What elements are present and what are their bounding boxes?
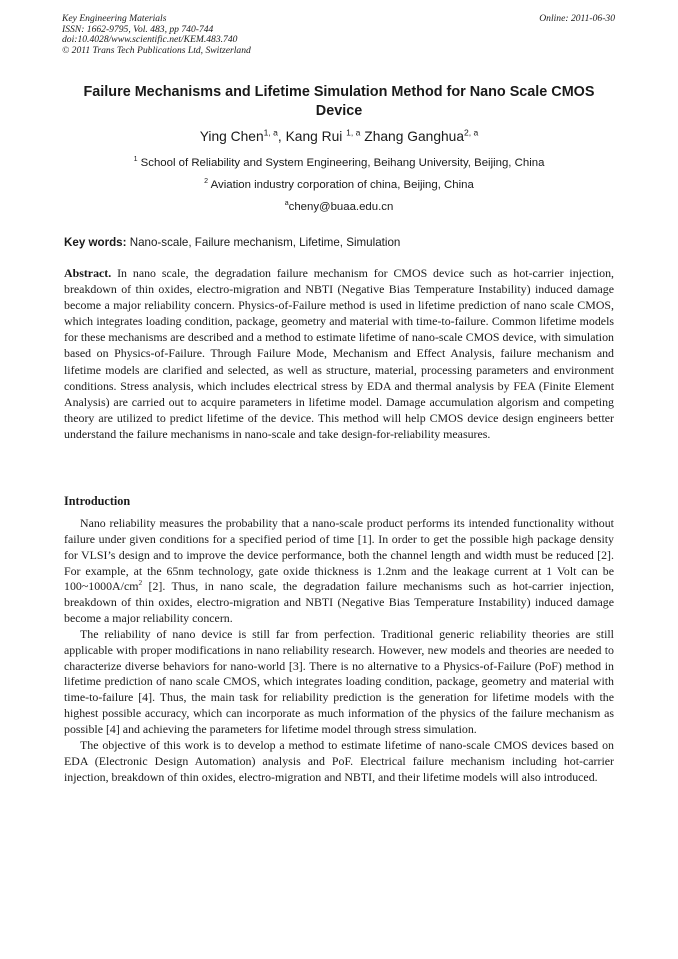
affiliation-text: Aviation industry corporation of china, Beijing, China bbox=[208, 179, 474, 191]
author-name: Ying Chen bbox=[199, 129, 264, 144]
paragraph-text: Nano reliability measures the probability that a nano-scale product performs its intended functionality without failure under given conditions for a specified period of time [1]. In order to get the possible high package density for VLSI’s design and to improve the device performance, both the channel length and width must be reduced [2]. For example, at the 65nm technology, gate oxide thickness is 1.2nm and the leakage current at 1 Volt can be 100~1000A/cm bbox=[64, 516, 614, 594]
affiliation-mark: 2 bbox=[204, 178, 209, 186]
intro-paragraph-3: The objective of this work is to develop a method to estimate lifetime of nano-scale CMOS devices based on EDA (Electronic Design Automation) analysis and PoF. Electrical failure mechanism including hot-carrier injection, breakdown of thin oxides, electro-migration and NBTI, and their lifetime models will also introduced. bbox=[64, 737, 614, 784]
issn-line: ISSN: 1662-9795, Vol. 483, pp 740-744 bbox=[62, 23, 214, 35]
affiliation-text: School of Reliability and System Engineering, Beihang University, Beijing, China bbox=[137, 157, 545, 169]
author-name: Kang Rui bbox=[285, 129, 347, 144]
intro-paragraph-1 bbox=[64, 516, 614, 627]
keywords-text: Nano-scale, Failure mechanism, Lifetime, Simulation bbox=[126, 236, 401, 249]
affiliation-2 bbox=[0, 179, 678, 191]
author-affiliation-mark: 2, a bbox=[464, 127, 479, 138]
paragraph-text: [2]. Thus, in nano scale, the degradation failure mechanisms such as hot-carrier injection, breakdown of thin oxides, electro-migration and NBTI (Negative Bias Temperature Instability) induced damage become a major reliability concern. bbox=[64, 579, 614, 626]
author-affiliation-mark: 1, a bbox=[263, 127, 278, 138]
author-affiliation-mark: 1, a bbox=[346, 127, 361, 138]
author-email bbox=[0, 201, 678, 213]
keywords bbox=[64, 236, 614, 249]
author-name: Zhang Ganghua bbox=[364, 129, 465, 144]
superscript: 2 bbox=[138, 578, 143, 588]
abstract bbox=[64, 265, 614, 442]
introduction-body bbox=[64, 516, 614, 785]
affiliation-1 bbox=[0, 157, 678, 169]
abstract-text: In nano scale, the degradation failure mechanism for CMOS device such as hot-carrier injection, breakdown of thin oxides, electro-migration and NBTI (Negative Bias Temperature Instability) induced damage become a major reliability concern. Physics-of-Failure method is used in lifetime prediction of nano scale CMOS, which integrates loading condition, package, geometry and material with time-to-failure. Common lifetime models for these mechanisms are described and a method to estimate lifetime of nano-scale CMOS device, with simulation based on Physics-of-Failure. Through Failure Mode, Mechanism and Effect Analysis, failure mechanism and lifetime models are clarified and selected, as well as structure, material, processing parameters and environment conditions. Stress analysis, which includes electrical stress by EDA and thermal analysis by FEA (Finite Element Analysis) are carried out to acquire parameters in lifetime model. Damage accumulation algorism and competing theory are utilized to predict lifetime of the device. This method will help CMOS device design engineers better understand the failure mechanisms in nano-scale and take design-for-reliability measures. bbox=[64, 266, 614, 441]
journal-header bbox=[62, 14, 615, 56]
email-text: cheny@buaa.edu.cn bbox=[288, 201, 394, 213]
doi-line: doi:10.4028/www.scientific.net/KEM.483.740 bbox=[62, 34, 238, 46]
intro-paragraph-2: The reliability of nano device is still far from perfection. Traditional generic reliability theories are still applicable with proper modifications in nano reliability research. However, new models and theories are needed to characterize diverse behaviors for nano-world [3]. There is no alternative to a Physics-of-Failure (PoF) method in lifetime prediction of nano scale CMOS, which integrates loading condition, package, geometry and material with time-to-failure [4]. Thus, the main task for reliability prediction is the generation for lifetime models with the highest possible accuracy, which can incorporate as much information of the physics of the failure mechanism as possible [4] and achieving the parameters for lifetime model through stress simulation. bbox=[64, 626, 614, 736]
affiliation-mark: 1 bbox=[133, 156, 138, 164]
keywords-label: Key words: bbox=[64, 236, 127, 249]
author-separator: , bbox=[277, 129, 286, 144]
author-list bbox=[0, 129, 678, 144]
abstract-label: Abstract. bbox=[64, 266, 112, 280]
online-date: Online: 2011-06-30 bbox=[539, 13, 615, 24]
copyright-line: © 2011 Trans Tech Publications Ltd, Switzerland bbox=[62, 44, 251, 56]
journal-name: Key Engineering Materials bbox=[62, 13, 167, 24]
section-heading-introduction: Introduction bbox=[64, 494, 131, 508]
paper-title: Failure Mechanisms and Lifetime Simulation Method for Nano Scale CMOS Device bbox=[83, 84, 595, 119]
email-mark: a bbox=[284, 200, 289, 208]
